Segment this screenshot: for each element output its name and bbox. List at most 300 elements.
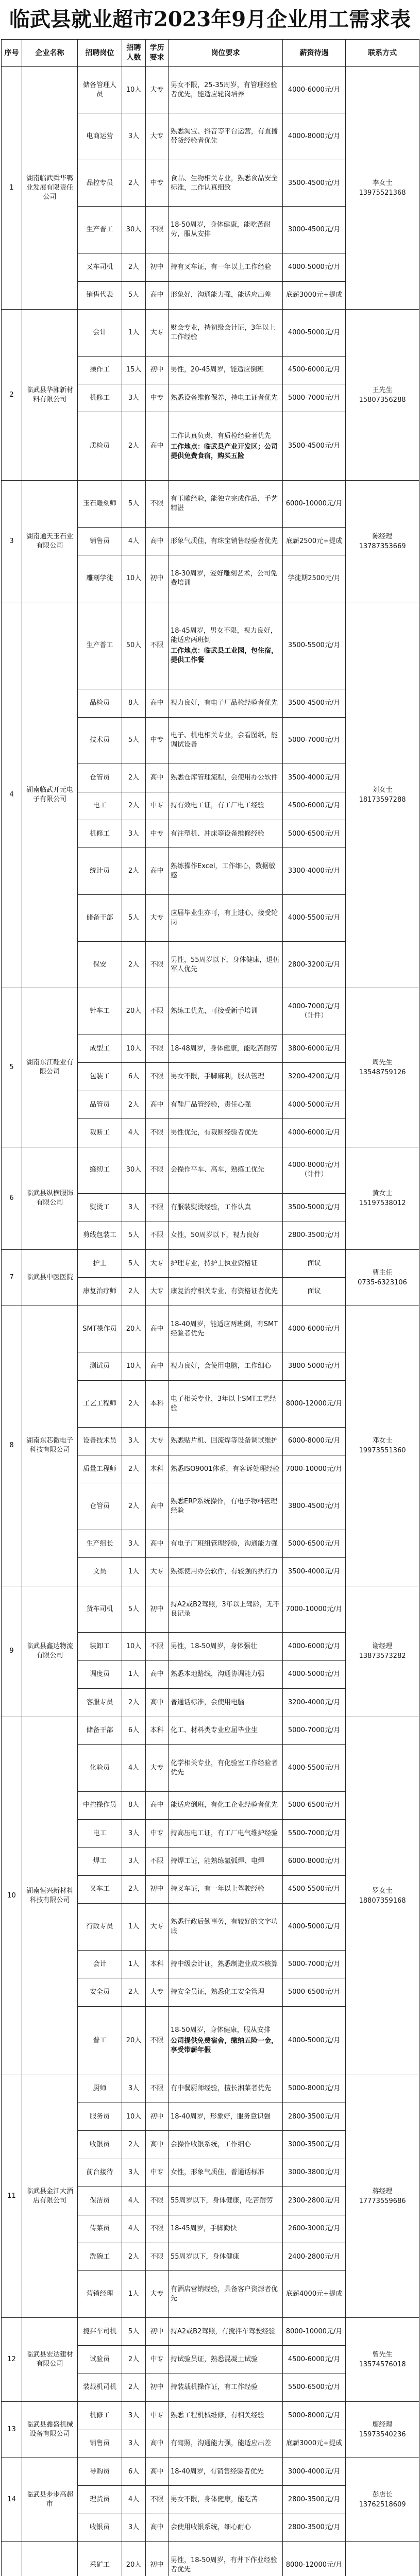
company-name: 湖南通天玉石业有限公司 bbox=[22, 481, 78, 602]
job-requirements bbox=[169, 1530, 283, 1557]
header-contact: 联系方式 bbox=[346, 40, 419, 67]
company-number: 6 bbox=[2, 1147, 22, 1249]
job-education: 高中 bbox=[146, 412, 169, 481]
job-requirements bbox=[169, 717, 283, 764]
job-title: 品管员 bbox=[78, 1091, 122, 1118]
job-title: 操作工 bbox=[78, 356, 122, 384]
company-number: 4 bbox=[2, 602, 22, 988]
job-requirements bbox=[169, 2271, 283, 2318]
requirement-text: 18-48周岁，身体健康，能吃苦耐劳 bbox=[171, 1044, 277, 1053]
job-education: 大专 bbox=[146, 2271, 169, 2318]
job-salary: 4000-6000元/月 bbox=[283, 1633, 346, 1660]
job-count: 1人 bbox=[122, 1904, 146, 1951]
job-requirements bbox=[169, 1633, 283, 1660]
job-title: 化验员 bbox=[78, 1744, 122, 1791]
requirement-text: 男性优先，有裁断经验者优先 bbox=[171, 1128, 258, 1137]
job-title: 会计 bbox=[78, 309, 122, 356]
job-salary: 2800-3500元/月 bbox=[283, 2103, 346, 2130]
job-count: 2人 bbox=[122, 1689, 146, 1717]
job-education: 中专 bbox=[146, 1820, 169, 1848]
job-salary: 4000-5500元/月 bbox=[283, 1744, 346, 1791]
requirement-text: 视力良好，会使用电脑，工作细心 bbox=[171, 1362, 272, 1370]
job-count: 6人 bbox=[122, 2458, 146, 2485]
job-count: 15人 bbox=[122, 356, 146, 384]
job-salary: 5500-7000元/月 bbox=[283, 1820, 346, 1848]
job-education: 中专 bbox=[146, 792, 169, 820]
company-name: 临武县宏达建材有限公司 bbox=[22, 2317, 78, 2401]
job-salary: 2400-2800元/月 bbox=[283, 2243, 346, 2270]
job-education: 初中 bbox=[146, 555, 169, 602]
job-count: 20人 bbox=[122, 988, 146, 1035]
job-count: 2人 bbox=[122, 253, 146, 281]
job-title: 销售员 bbox=[78, 2430, 122, 2458]
job-requirements bbox=[169, 1848, 283, 1875]
job-education: 初中 bbox=[146, 253, 169, 281]
job-requirements bbox=[169, 281, 283, 309]
job-requirements bbox=[169, 2075, 283, 2103]
requirement-text: 熟悉行政后勤事务，有较好的文字功底 bbox=[171, 1918, 278, 1936]
job-title: 货车司机 bbox=[78, 1586, 122, 1633]
job-education: 高中 bbox=[146, 1306, 169, 1352]
company-name: 临武县金江大酒店有限公司 bbox=[22, 2075, 78, 2317]
job-count: 3人 bbox=[122, 2430, 146, 2458]
job-salary: 8000-12000元/月 bbox=[283, 1380, 346, 1427]
job-education: 不限 bbox=[146, 2187, 169, 2215]
job-title: 焊工 bbox=[78, 1848, 122, 1875]
job-requirements bbox=[169, 1744, 283, 1791]
requirement-text: 18-50周岁，身体健康，服从安排 bbox=[171, 2026, 271, 2035]
job-count: 5人 bbox=[122, 1586, 146, 1633]
job-requirements bbox=[169, 988, 283, 1035]
job-salary: 5000-8000元/月 bbox=[283, 2075, 346, 2103]
job-requirements bbox=[169, 527, 283, 555]
job-requirements bbox=[169, 160, 283, 207]
job-title: 收银员 bbox=[78, 2514, 122, 2541]
job-education: 中专 bbox=[146, 820, 169, 848]
job-salary: 8000-10000元/月 bbox=[283, 2317, 346, 2345]
contact-phone: 13762518609 bbox=[359, 2501, 406, 2509]
job-count: 8人 bbox=[122, 689, 146, 717]
job-salary: 5500-6500元/月 bbox=[283, 2374, 346, 2401]
job-salary: 7000-10000元/月 bbox=[283, 1455, 346, 1483]
job-title: 保安 bbox=[78, 941, 122, 988]
job-row bbox=[2, 481, 419, 528]
contact-person: 蒋经理 bbox=[372, 2187, 393, 2195]
contact-phone: 15197538012 bbox=[359, 1199, 406, 1207]
company-number: 9 bbox=[2, 1586, 22, 1717]
company-number: 5 bbox=[2, 988, 22, 1147]
contact-phone: 18173597288 bbox=[359, 796, 406, 804]
job-count: 5人 bbox=[122, 1222, 146, 1249]
job-requirements bbox=[169, 1660, 283, 1688]
job-row bbox=[2, 1306, 419, 1352]
contact-person: 曹主任 bbox=[372, 1268, 393, 1277]
job-requirements bbox=[169, 764, 283, 792]
job-count: 10人 bbox=[122, 67, 146, 113]
job-education: 不限 bbox=[146, 1035, 169, 1063]
job-count: 10人 bbox=[122, 1633, 146, 1660]
contact-person: 王先生 bbox=[372, 386, 393, 394]
job-salary: 4000-6000元/月 bbox=[283, 1119, 346, 1147]
job-requirements bbox=[169, 1306, 283, 1352]
job-education: 初中 bbox=[146, 1586, 169, 1633]
job-row bbox=[2, 309, 419, 356]
job-count: 2人 bbox=[122, 1380, 146, 1427]
job-title: 叉车司机 bbox=[78, 253, 122, 281]
job-education: 高中 bbox=[146, 1791, 169, 1819]
job-count: 3人 bbox=[122, 113, 146, 160]
job-requirements bbox=[169, 2215, 283, 2243]
company-number: 14 bbox=[2, 2458, 22, 2541]
job-education: 初中 bbox=[146, 2317, 169, 2345]
job-requirements bbox=[169, 1147, 283, 1194]
contact-phone: 0735-6323106 bbox=[358, 1278, 407, 1286]
job-count: 5人 bbox=[122, 281, 146, 309]
job-count: 2人 bbox=[122, 1978, 146, 2006]
job-title: 康复治疗师 bbox=[78, 1278, 122, 1306]
company-contact bbox=[346, 1306, 419, 1586]
requirement-text: 应届毕业生亦可，有上进心，接受轮岗 bbox=[171, 909, 278, 926]
contact-person: 周先生 bbox=[372, 1059, 393, 1066]
job-education: 高中 bbox=[146, 848, 169, 895]
job-education: 初中 bbox=[146, 2542, 169, 2576]
job-education: 不限 bbox=[146, 1222, 169, 1249]
job-title: 中控操作员 bbox=[78, 1791, 122, 1819]
job-education: 高中 bbox=[146, 2514, 169, 2541]
requirement-text: 有中餐厨师经验，擅长湘菜者优先 bbox=[171, 2084, 272, 2093]
job-title: 熨烫工 bbox=[78, 1194, 122, 1222]
job-title: 销售代表 bbox=[78, 281, 122, 309]
job-title: 机修工 bbox=[78, 384, 122, 412]
job-education: 不限 bbox=[146, 988, 169, 1035]
company-number: 10 bbox=[2, 1717, 22, 2075]
job-requirements bbox=[169, 1689, 283, 1717]
company-number: 8 bbox=[2, 1306, 22, 1586]
job-education: 不限 bbox=[146, 1848, 169, 1875]
contact-phone: 13548759126 bbox=[359, 1069, 406, 1076]
job-salary: 4000-5000元/月 bbox=[283, 309, 346, 356]
job-education: 高中 bbox=[146, 2131, 169, 2159]
company-contact bbox=[346, 1586, 419, 1717]
job-count: 2人 bbox=[122, 1091, 146, 1118]
job-count: 1人 bbox=[122, 1950, 146, 1978]
job-requirements bbox=[169, 2317, 283, 2345]
job-salary: 4000-5000元/月 bbox=[283, 1660, 346, 1688]
requirement-text: 熟悉工程机械维修，有相关经验 bbox=[171, 2411, 265, 2419]
job-requirements bbox=[169, 689, 283, 717]
job-education: 高中 bbox=[146, 1689, 169, 1717]
table-header bbox=[1, 39, 419, 67]
job-title: 采矿工 bbox=[78, 2542, 122, 2576]
job-requirements bbox=[169, 820, 283, 848]
company-number: 1 bbox=[2, 67, 22, 309]
job-count: 5人 bbox=[122, 717, 146, 764]
contact-phone: 13873573282 bbox=[359, 1652, 406, 1660]
requirement-text: 持焊工证，能熟练氩弧焊、电焊 bbox=[171, 1857, 265, 1866]
company-contact bbox=[346, 2075, 419, 2317]
job-title: 储备管理人员 bbox=[78, 67, 122, 113]
job-count: 3人 bbox=[122, 384, 146, 412]
contact-person: 黄女士 bbox=[372, 1189, 393, 1197]
requirement-text: 持A2或B2驾照，有搅拌车驾驶经验 bbox=[171, 2327, 276, 2335]
job-title: 储备干部 bbox=[78, 1717, 122, 1744]
company-contact bbox=[346, 2458, 419, 2541]
job-count: 3人 bbox=[122, 1530, 146, 1557]
job-education: 不限 bbox=[146, 602, 169, 689]
job-education: 高中 bbox=[146, 2430, 169, 2458]
job-education: 大专 bbox=[146, 67, 169, 113]
requirement-text: 男女不限，手脚麻利，服从管理 bbox=[171, 1073, 265, 1081]
job-education: 高中 bbox=[146, 2458, 169, 2485]
job-education: 大专 bbox=[146, 1558, 169, 1586]
job-education: 中专 bbox=[146, 2402, 169, 2430]
job-requirements bbox=[169, 253, 283, 281]
header-requirements: 岗位要求 bbox=[169, 40, 283, 67]
company-name: 临武县纵横服饰有限公司 bbox=[22, 1147, 78, 1249]
requirement-text: 会操作平车、高车，熟练工优先 bbox=[171, 1166, 265, 1174]
job-title: 叉车工 bbox=[78, 1875, 122, 1903]
job-count: 2人 bbox=[122, 1278, 146, 1306]
requirement-text: 18-50周岁，身体健康，能吃苦耐劳，服从安排 bbox=[171, 221, 271, 239]
job-requirements bbox=[169, 1194, 283, 1222]
job-requirements bbox=[169, 2243, 283, 2270]
header-row bbox=[2, 40, 419, 67]
job-education: 不限 bbox=[146, 941, 169, 988]
job-title: 搅拌车司机 bbox=[78, 2317, 122, 2345]
requirement-text: 电子、机电相关专业，会看图纸，能调试设备 bbox=[171, 732, 278, 749]
job-requirements bbox=[169, 1791, 283, 1819]
job-education: 不限 bbox=[146, 2075, 169, 2103]
job-title: 护士 bbox=[78, 1250, 122, 1278]
job-education: 不限 bbox=[146, 481, 169, 528]
job-salary: 2800-3200元/月 bbox=[283, 941, 346, 988]
job-requirements bbox=[169, 792, 283, 820]
job-count: 6人 bbox=[122, 1063, 146, 1091]
job-salary: 3200-4000元/月 bbox=[283, 1689, 346, 1717]
company-contact bbox=[346, 988, 419, 1147]
job-title: 行政专员 bbox=[78, 1904, 122, 1951]
job-salary: 6000-8000元/月 bbox=[283, 1848, 346, 1875]
requirement-text: 55周岁以下，身体健康，吃苦耐劳 bbox=[171, 2196, 273, 2205]
contact-person: 陈经理 bbox=[372, 532, 393, 540]
job-table-body bbox=[2, 67, 419, 2576]
job-row bbox=[2, 2402, 419, 2430]
job-row bbox=[2, 1586, 419, 1633]
job-education: 大专 bbox=[146, 113, 169, 160]
requirement-text: 有鞋厂品管经验，责任心强 bbox=[171, 1100, 251, 1109]
requirement-text: 有酒店营销经验，具备客户资源者优先 bbox=[171, 2285, 278, 2303]
requirement-text: 持A2或B2驾照，3年以上驾龄，无不良记录 bbox=[171, 1600, 280, 1618]
job-table bbox=[1, 67, 419, 2576]
job-salary: 3300-4000元/月 bbox=[283, 848, 346, 895]
contact-phone: 18807359168 bbox=[359, 1896, 406, 1905]
job-title: 包装工 bbox=[78, 1063, 122, 1091]
job-education: 高中 bbox=[146, 1352, 169, 1380]
job-count: 50人 bbox=[122, 602, 146, 689]
company-contact bbox=[346, 309, 419, 480]
requirement-text: 持有效电工证，有工厂电工经验 bbox=[171, 802, 265, 810]
job-title: 洗碗工 bbox=[78, 2243, 122, 2270]
header-salary: 薪资待遇 bbox=[283, 40, 346, 67]
job-title: 成型工 bbox=[78, 1035, 122, 1063]
job-salary: 4000-5500元/月 bbox=[283, 895, 346, 942]
job-education: 中专 bbox=[146, 2159, 169, 2187]
job-title: 雕刻学徒 bbox=[78, 555, 122, 602]
job-title: 技术员 bbox=[78, 717, 122, 764]
job-education: 高中 bbox=[146, 1483, 169, 1530]
header-education: 学历要求 bbox=[146, 40, 169, 67]
job-count: 4人 bbox=[122, 2187, 146, 2215]
requirement-text: 熟练工优先，可接受新手培训 bbox=[171, 1007, 258, 1015]
job-requirements bbox=[169, 1119, 283, 1147]
job-salary: 5000-7000元/月 bbox=[283, 1950, 346, 1978]
contact-person: 李女士 bbox=[372, 179, 393, 187]
job-count: 2人 bbox=[122, 160, 146, 207]
job-salary: 3500-5500元/月 bbox=[283, 602, 346, 689]
requirement-text: 持叉车证，有一年以上驾驶经验 bbox=[171, 1885, 265, 1893]
job-salary: 3500-4000元/月 bbox=[283, 764, 346, 792]
job-title: 缝纫工 bbox=[78, 1147, 122, 1194]
job-count: 5人 bbox=[122, 481, 146, 528]
job-requirements bbox=[169, 1483, 283, 1530]
job-salary: 5000-6500元/月 bbox=[283, 1978, 346, 2006]
header-post: 招聘岗位 bbox=[78, 40, 122, 67]
job-count: 3人 bbox=[122, 2075, 146, 2103]
job-salary: 3500-4500元/月 bbox=[283, 160, 346, 207]
job-count: 4人 bbox=[122, 2215, 146, 2243]
company-name: 湖南东江鞋业有限公司 bbox=[22, 988, 78, 1147]
job-salary: 4000-6000元/月 bbox=[283, 67, 346, 113]
job-title: 厨师 bbox=[78, 2075, 122, 2103]
job-education: 不限 bbox=[146, 1633, 169, 1660]
job-salary: 3200-4200元/月 bbox=[283, 1063, 346, 1091]
job-count: 2人 bbox=[122, 1455, 146, 1483]
contact-person: 曾先生 bbox=[372, 2351, 393, 2359]
company-name: 湖南恒兴新材料科技有限公司 bbox=[22, 1717, 78, 2075]
job-salary: 4500-6000元/月 bbox=[283, 2346, 346, 2374]
requirement-text: 化学相关专业，有化验室工作经验者优先 bbox=[171, 1759, 278, 1776]
requirement-text: 熟练使用办公软件，有较强的执行力 bbox=[171, 1568, 278, 1576]
job-education: 本科 bbox=[146, 1950, 169, 1978]
company-contact bbox=[346, 481, 419, 602]
job-row bbox=[2, 988, 419, 1035]
requirement-text: 男性，20-45周岁，能适应倒班 bbox=[171, 366, 264, 374]
requirement-text: 视力良好，有电子厂品检经验者优先 bbox=[171, 699, 278, 707]
requirement-text: 18-40周岁，形象好，服务意识强 bbox=[171, 2112, 271, 2121]
job-requirements bbox=[169, 481, 283, 528]
job-education: 本科 bbox=[146, 1717, 169, 1744]
job-count: 3人 bbox=[122, 1194, 146, 1222]
job-title: 保洁员 bbox=[78, 2187, 122, 2215]
job-title: 电工 bbox=[78, 792, 122, 820]
job-title: 理货员 bbox=[78, 2486, 122, 2514]
job-requirements bbox=[169, 1278, 283, 1306]
requirement-text: 食品、生物相关专业，熟悉食品安全标准，工作认真细致 bbox=[171, 174, 278, 192]
company-number bbox=[2, 2542, 22, 2576]
job-count: 2人 bbox=[122, 2131, 146, 2159]
job-title: 测试员 bbox=[78, 1352, 122, 1380]
header-count: 招聘人数 bbox=[122, 40, 146, 67]
job-salary: 底薪2500元+提成 bbox=[283, 527, 346, 555]
job-count: 5人 bbox=[122, 1250, 146, 1278]
job-title: 服务员 bbox=[78, 2103, 122, 2130]
job-education: 大专 bbox=[146, 309, 169, 356]
requirement-text: 55周岁以下，身体健康 bbox=[171, 2252, 240, 2261]
job-requirements bbox=[169, 2458, 283, 2485]
requirement-text: 有服装熨烫经验，工作认真 bbox=[171, 1203, 251, 1211]
requirement-text: 男女不限，身体健康，能吃苦 bbox=[171, 2496, 258, 2503]
requirement-text: 18-45周岁，手脚勤快 bbox=[171, 2225, 237, 2233]
job-education: 大专 bbox=[146, 1427, 169, 1455]
job-education: 高中 bbox=[146, 281, 169, 309]
job-title: 品控专员 bbox=[78, 160, 122, 207]
company-contact bbox=[346, 2317, 419, 2401]
job-row bbox=[2, 1717, 419, 1744]
job-education: 不限 bbox=[146, 1147, 169, 1194]
job-salary: 7000-10000元/月 bbox=[283, 1586, 346, 1633]
job-title: 统计员 bbox=[78, 848, 122, 895]
job-row bbox=[2, 602, 419, 689]
job-count: 1人 bbox=[122, 1558, 146, 1586]
job-note: 公司提供免费宿舍，缴纳五险一金，享受带薪年假 bbox=[171, 2037, 278, 2055]
company-name: 湖南临武开元电子有限公司 bbox=[22, 602, 78, 988]
job-title: 裁断工 bbox=[78, 1119, 122, 1147]
requirement-text: 持高压电工证，有工厂电气维护经验 bbox=[171, 1829, 278, 1837]
page-title: 临武县就业超市2023年9月企业用工需求表 bbox=[9, 7, 411, 31]
job-title: 生产组长 bbox=[78, 1530, 122, 1557]
job-count: 8人 bbox=[122, 1791, 146, 1819]
job-count: 6人 bbox=[122, 1717, 146, 1744]
job-title: 生产普工 bbox=[78, 602, 122, 689]
job-salary: 3500-5000元/月 bbox=[283, 1194, 346, 1222]
requirement-text: 形象好，沟通能力强，能适应出差 bbox=[171, 291, 272, 299]
job-count: 2人 bbox=[122, 941, 146, 988]
job-count: 2人 bbox=[122, 792, 146, 820]
job-count: 1人 bbox=[122, 2271, 146, 2318]
requirement-text: 化工、材料类专业应届毕业生 bbox=[171, 1726, 258, 1735]
job-title: 设备技术员 bbox=[78, 1427, 122, 1455]
job-salary: 5000-7000元/月 bbox=[283, 384, 346, 412]
company-number: 13 bbox=[2, 2402, 22, 2458]
job-count: 5人 bbox=[122, 895, 146, 942]
requirement-text: 熟悉ERP系统操作，有电子物料管理经验 bbox=[171, 1498, 278, 1515]
contact-person: 刘女士 bbox=[372, 786, 393, 794]
job-requirements bbox=[169, 384, 283, 412]
job-count: 5人 bbox=[122, 2317, 146, 2345]
requirement-text: 持有叉车证，有一年以上工作经验 bbox=[171, 263, 272, 271]
job-requirements bbox=[169, 2486, 283, 2514]
job-requirements bbox=[169, 2006, 283, 2075]
job-salary: 3800-5000元/月 bbox=[283, 1352, 346, 1380]
job-salary: 4500-6000元/月 bbox=[283, 356, 346, 384]
job-requirements bbox=[169, 1427, 283, 1455]
job-count: 10人 bbox=[122, 555, 146, 602]
requirement-text: 能适应倒班，有化工企业经验者优先 bbox=[171, 1801, 278, 1809]
job-count: 2人 bbox=[122, 1875, 146, 1903]
requirement-text: 男性，18-50周岁，有井下作业经验者优先 bbox=[171, 2556, 277, 2573]
job-salary: 3800-6000元/月 bbox=[283, 1035, 346, 1063]
job-requirements bbox=[169, 1250, 283, 1278]
job-education: 高中 bbox=[146, 689, 169, 717]
job-requirements bbox=[169, 1586, 283, 1633]
job-requirements bbox=[169, 2346, 283, 2374]
job-row bbox=[2, 2458, 419, 2485]
job-requirements bbox=[169, 1717, 283, 1744]
job-requirements bbox=[169, 2103, 283, 2130]
job-education: 高中 bbox=[146, 764, 169, 792]
job-row bbox=[2, 1250, 419, 1278]
job-salary: 面议 bbox=[283, 1278, 346, 1306]
